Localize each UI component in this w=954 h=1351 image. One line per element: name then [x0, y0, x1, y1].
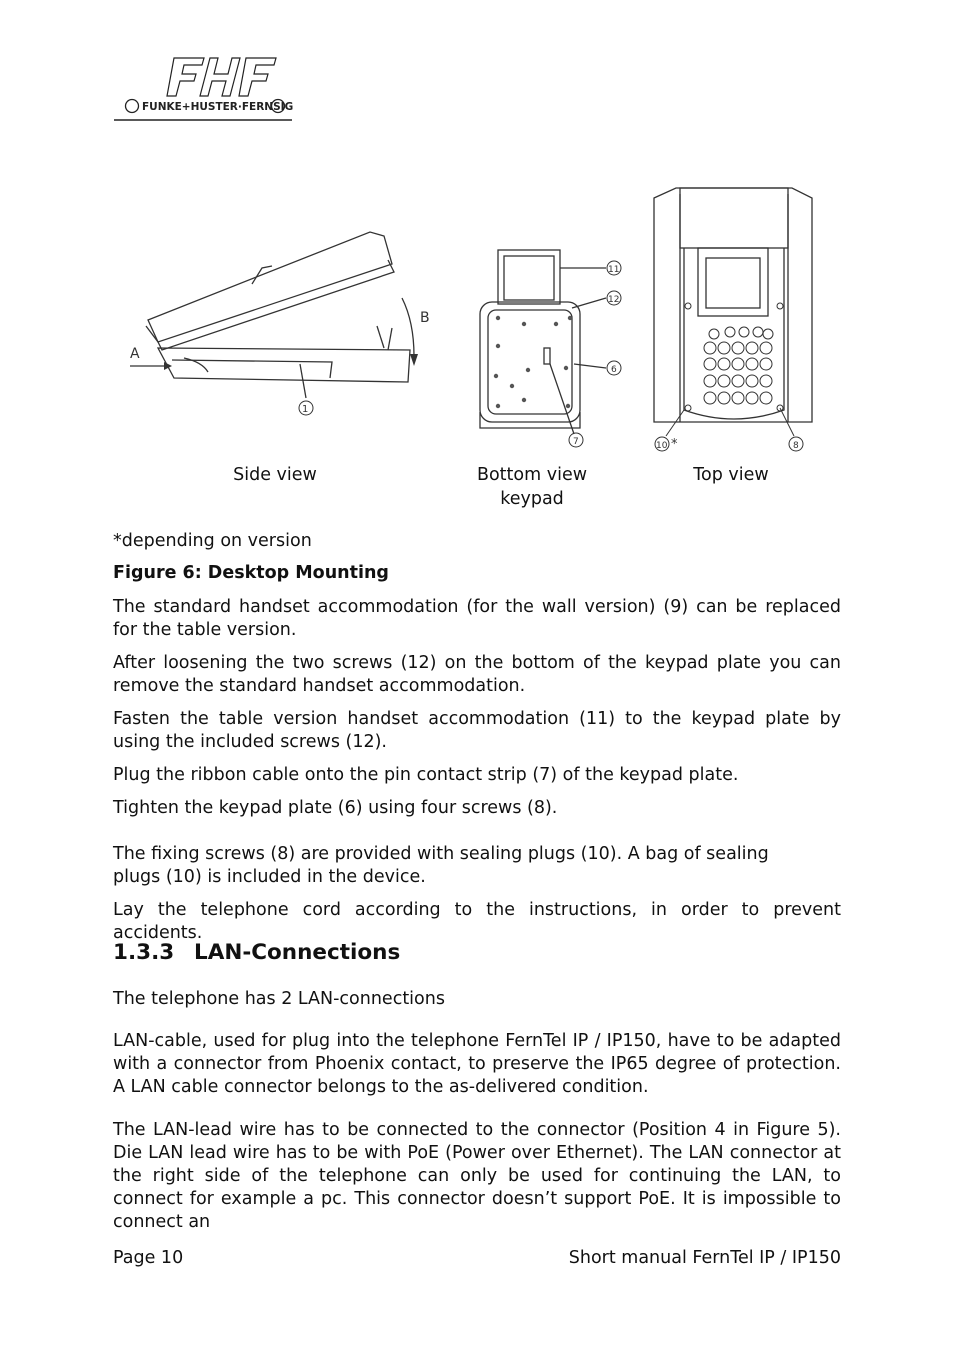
paragraph-lan-cable: LAN-cable, used for plug into the telephone FernTel IP / IP150, have to be adapted with a connector from Phoenix contact, to preserve the IP65 degree of protection. A LAN cable connector belongs to the as-delivered condition. [113, 1031, 841, 1097]
paragraph-lan-lead: The LAN-lead wire has to be connected to the connector (Position 4 in Figure 5). Die LAN lead wire has to be with PoE (Power over Ethernet). The LAN connector at the right side of the telephone can only be used for continuing the LAN, to connect for example a pc. This connector doesn’t support PoE. It is impossible to connect an [113, 1120, 841, 1232]
callout-6: 6 [611, 365, 617, 375]
callout-1: 1 [302, 404, 309, 415]
caption-bottom-line2: keypad [500, 489, 564, 509]
section-title: LAN-Connections [194, 940, 401, 965]
paragraph-handset: The standard handset accommodation (for the wall version) (9) can be replaced for the table version. [113, 597, 841, 640]
paragraph-tighten: Tighten the keypad plate (6) using four screws (8). [113, 798, 558, 818]
callout-8: 8 [793, 441, 799, 451]
caption-top-view: Top view [693, 465, 769, 485]
paragraph-cord: Lay the telephone cord according to the instructions, in order to prevent accidents. [113, 900, 841, 943]
label-a: A [130, 346, 140, 362]
caption-bottom-view [462, 463, 602, 511]
callout-7: 7 [573, 437, 579, 447]
paragraph-screws: After loosening the two screws (12) on the bottom of the keypad plate you can remove the standard handset accommodation. [113, 653, 841, 696]
callout-10-star: * [671, 437, 678, 452]
top-view-drawing [644, 186, 816, 456]
section-heading [113, 940, 400, 965]
paragraph-fasten: Fasten the table version handset accommodation (11) to the keypad plate by using the included screws (12). [113, 709, 841, 752]
label-b: B [420, 310, 430, 326]
figure-title: Figure 6: Desktop Mounting [113, 563, 389, 583]
fhf-logo [112, 52, 294, 124]
callout-12: 12 [608, 295, 620, 305]
caption-side-view: Side view [233, 465, 317, 485]
paragraph-ribbon: Plug the ribbon cable onto the pin contact strip (7) of the keypad plate. [113, 765, 739, 785]
callout-10: 10 [656, 441, 668, 451]
paragraph-sealing: The fixing screws (8) are provided with sealing plugs (10). A bag of sealing plugs (10) is included in the device. [113, 844, 769, 887]
footer-manual-title: Short manual FernTel IP / IP150 [568, 1248, 841, 1268]
callout-11: 11 [608, 265, 620, 275]
section-number: 1.3.3 [113, 940, 175, 965]
bottom-view-drawing [472, 246, 632, 454]
side-view-drawing [122, 222, 442, 422]
figure-note: *depending on version [113, 531, 312, 551]
footer-page-number: Page 10 [113, 1248, 184, 1268]
logo-company-text: FUNKE+HUSTER·FERNSIG [142, 101, 294, 113]
caption-bottom-line1: Bottom view [476, 465, 588, 485]
paragraph-lan-count: The telephone has 2 LAN-connections [113, 989, 445, 1009]
